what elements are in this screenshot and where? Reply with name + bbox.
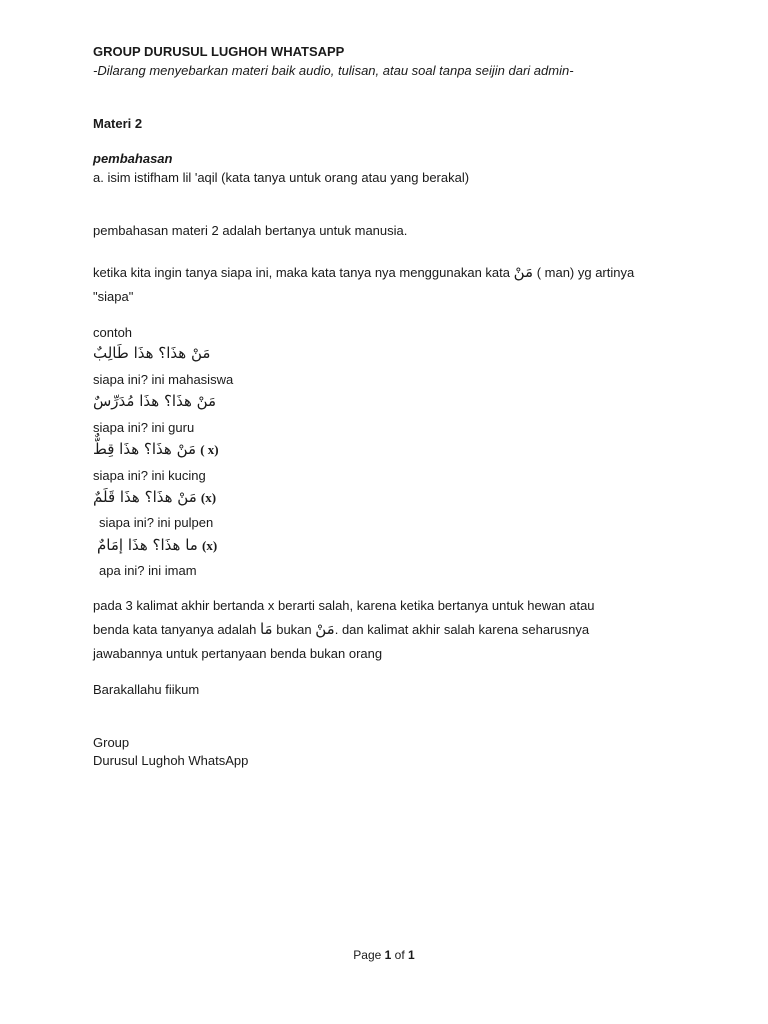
conclusion-text-c: . dan kalimat akhir salah karena seharusnya	[334, 622, 590, 637]
example-1-arabic-line	[93, 343, 210, 364]
intro-paragraph: pembahasan materi 2 adalah bertanya untuk manusia.	[93, 223, 408, 238]
arabic-word-maa: مَا	[259, 620, 273, 638]
explanation-text-2: ( man) yg artinya	[536, 265, 635, 280]
example-5-arabic: ما هذَا؟ هذَا إمَامٌ	[97, 536, 198, 554]
arabic-word-man: مَنْ	[513, 263, 534, 281]
section-heading: Materi 2	[93, 116, 143, 131]
closing-greeting: Barakallahu fiikum	[93, 682, 200, 697]
page-label: Page	[353, 948, 382, 962]
arabic-word-man-2: مَنْ	[315, 620, 335, 638]
of-label: of	[394, 948, 405, 962]
conclusion-line-2	[93, 621, 589, 638]
signature-line-2: Durusul Lughoh WhatsApp	[93, 753, 249, 768]
page-footer	[0, 947, 768, 963]
example-5-translation: apa ini? ini imam	[99, 563, 197, 578]
copyright-notice: -Dilarang menyebarkan materi baik audio, tulisan, atau soal tanpa seijin dari admin-	[93, 63, 574, 78]
explanation-line-2: "siapa"	[93, 289, 134, 304]
example-4-arabic: مَنْ هذَا؟ هذَا قَلَمٌ	[93, 488, 197, 506]
example-2-arabic: مَنْ هذَا؟ هذَا مُدَرِّسٌ	[93, 392, 217, 410]
signature-line-1: Group	[93, 735, 130, 750]
wrong-marker-4: (x)	[200, 490, 217, 505]
explanation-line-1	[93, 264, 634, 281]
topic-line: a. isim istifham lil 'aqil (kata tanya untuk orang atau yang berakal)	[93, 170, 470, 185]
example-4-translation: siapa ini? ini pulpen	[99, 515, 214, 530]
conclusion-line-1: pada 3 kalimat akhir bertanda x berarti salah, karena ketika bertanya untuk hewan atau	[93, 598, 595, 613]
example-5-arabic-line	[97, 535, 217, 556]
example-1-translation: siapa ini? ini mahasiswa	[93, 372, 234, 387]
explanation-text-1: ketika kita ingin tanya siapa ini, maka kata tanya nya menggunakan kata	[93, 265, 510, 280]
example-3-translation: siapa ini? ini kucing	[93, 468, 206, 483]
examples-label: contoh	[93, 325, 133, 340]
conclusion-text-a: benda kata tanyanya adalah	[93, 622, 257, 637]
example-1-arabic: مَنْ هذَا؟ هذَا طَالِبٌ	[93, 344, 211, 362]
document-title: GROUP DURUSUL LUGHOH WHATSAPP	[93, 44, 345, 59]
wrong-marker-5: (x)	[202, 538, 218, 553]
conclusion-line-3: jawabannya untuk pertanyaan benda bukan orang	[93, 646, 383, 661]
example-2-arabic-line	[93, 391, 216, 412]
page-current: 1	[384, 948, 392, 962]
section-subheading: pembahasan	[93, 151, 173, 166]
example-3-arabic-line	[93, 439, 219, 460]
example-2-translation: siapa ini? ini guru	[93, 420, 195, 435]
example-3-arabic: مَنْ هذَا؟ هذَا قِطٌّ	[93, 440, 197, 458]
example-4-arabic-line	[93, 487, 216, 508]
page-total: 1	[408, 948, 415, 962]
wrong-marker-3: ( x)	[200, 442, 219, 457]
conclusion-text-b: bukan	[276, 622, 312, 637]
